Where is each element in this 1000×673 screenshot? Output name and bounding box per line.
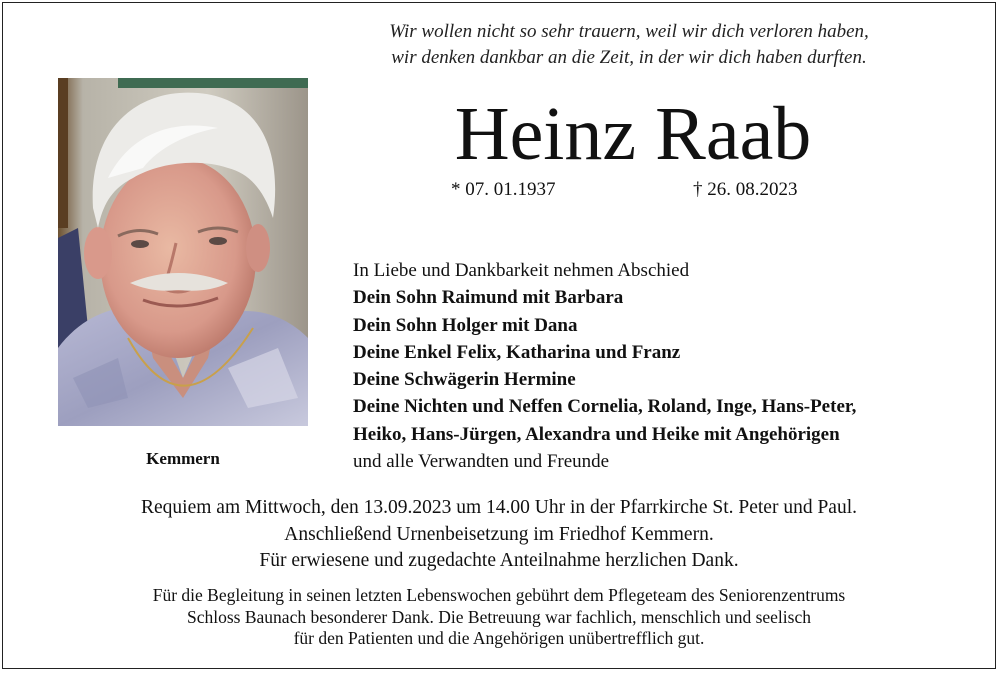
mourner-line: Deine Schwägerin Hermine bbox=[353, 369, 576, 391]
obituary-card bbox=[2, 2, 996, 669]
portrait-photo bbox=[58, 78, 308, 426]
quote-line: wir denken dankbar an die Zeit, in der wir dich haben durften. bbox=[391, 47, 867, 68]
mourner-line: Dein Sohn Holger mit Dana bbox=[353, 314, 578, 336]
service-line: Anschließend Urnenbeisetzung im Friedhof Kemmern. bbox=[284, 523, 714, 545]
mourner-line: Heiko, Hans-Jürgen, Alexandra und Heike mit Angehörigen bbox=[353, 423, 840, 445]
deceased-name: Heinz Raab bbox=[454, 92, 812, 176]
portrait-illustration bbox=[58, 78, 308, 426]
mourner-line: Deine Enkel Felix, Katharina und Franz bbox=[353, 341, 681, 363]
mourner-line: Deine Nichten und Neffen Cornelia, Roland, Inge, Hans-Peter, bbox=[353, 396, 857, 418]
mourner-line: Dein Sohn Raimund mit Barbara bbox=[353, 287, 624, 309]
service-line: Für erwiesene und zugedachte Anteilnahme herzlichen Dank. bbox=[259, 550, 739, 571]
place-label: Kemmern bbox=[146, 449, 220, 468]
mourners-intro: In Liebe und Dankbarkeit nehmen Abschied bbox=[353, 260, 690, 281]
service-info bbox=[43, 495, 955, 575]
mourners-list bbox=[353, 257, 856, 475]
mourners-closing: und alle Verwandten und Freunde bbox=[353, 451, 610, 473]
special-thanks bbox=[43, 585, 955, 650]
birth-date: * 07. 01.1937 bbox=[451, 179, 556, 200]
memorial-quote bbox=[303, 19, 955, 71]
service-line: Requiem am Mittwoch, den 13.09.2023 um 14.00 Uhr in der Pfarrkirche St. Peter und Paul. bbox=[141, 497, 857, 518]
thanks-line: für den Patienten und die Angehörigen unübertrefflich gut. bbox=[293, 628, 705, 648]
thanks-line: Für die Begleitung in seinen letzten Lebenswochen gebührt dem Pflegeteam des Seniorenzentrums bbox=[152, 585, 846, 605]
death-date: † 26. 08.2023 bbox=[693, 179, 798, 200]
thanks-line: Schloss Baunach besonderer Dank. Die Betreuung war fachlich, menschlich und seelisch bbox=[187, 606, 811, 627]
quote-line: Wir wollen nicht so sehr trauern, weil wir dich verloren haben, bbox=[389, 21, 869, 42]
